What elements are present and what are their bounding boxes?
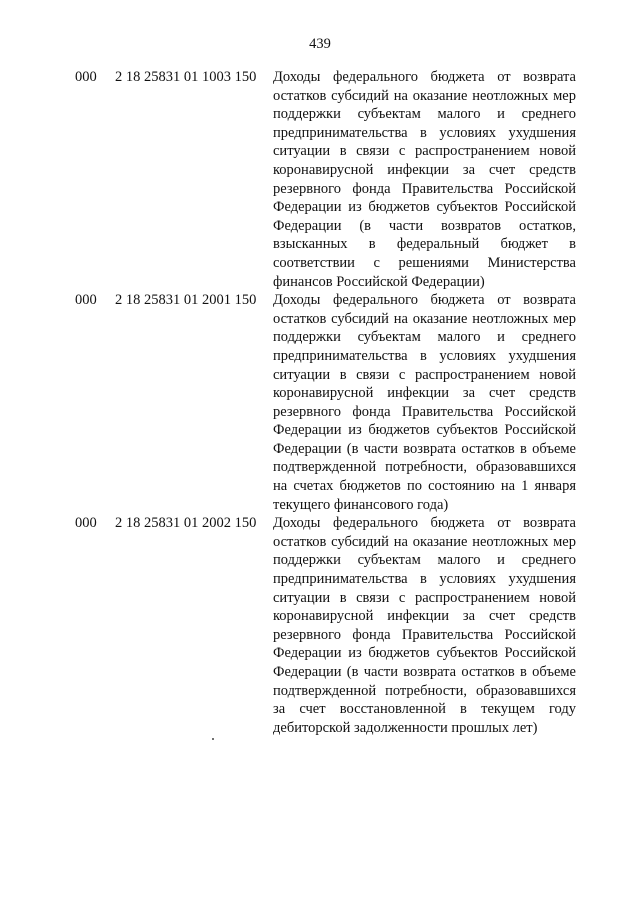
table-row — [75, 514, 575, 737]
admin-code: 000 — [75, 292, 97, 309]
page-number: 439 — [309, 36, 331, 52]
classification-code: 2 18 25831 01 1003 150 — [115, 69, 257, 85]
table-row — [75, 68, 575, 291]
classification-code: 2 18 25831 01 2001 150 — [115, 292, 257, 309]
classification-code: 2 18 25831 01 2002 150 — [115, 515, 257, 532]
admin-code: 000 — [75, 69, 97, 85]
income-description: Доходы федерального бюджета от возврата остатков субсидий на оказание неотложных мер поддержки субъектам малого и среднего предпринимательства в условиях ухудшения ситуации в связи с распространением новой коронавирусной инфекции за счет средств резервного фонда Правительства Российской Федерации из бюджетов субъектов Российской Федерации (в части возврата остатков в объеме подтвержденной потребности, образовавшихся за счет восстановленной в текущем году дебиторской задолженности прошлых лет) — [273, 515, 576, 736]
table-row — [75, 291, 575, 514]
income-description: Доходы федерального бюджета от возврата остатков субсидий на оказание неотложных мер поддержки субъектам малого и среднего предпринимательства в условиях ухудшения ситуации в связи с распространением новой коронавирусной инфекции за счет средств резервного фонда Правительства Российской Федерации из бюджетов субъектов Российской Федерации (в части возврата остатков в объеме подтвержденной потребности, образовавшихся на счетах бюджетов по состоянию на 1 января текущего финансового года) — [273, 292, 576, 513]
scan-speck — [212, 738, 214, 740]
income-description: Доходы федерального бюджета от возврата остатков субсидий на оказание неотложных мер поддержки субъектам малого и среднего предпринимательства в условиях ухудшения ситуации в связи с распространением новой коронавирусной инфекции за счет средств резервного фонда Правительства Российской Федерации из бюджетов субъектов Российской Федерации (в части возвратов остатков, взысканных в федеральный бюджет в соответствии с решениями Министерства финансов Российской Федерации) — [273, 69, 576, 290]
classification-table — [75, 68, 575, 737]
admin-code: 000 — [75, 515, 97, 532]
